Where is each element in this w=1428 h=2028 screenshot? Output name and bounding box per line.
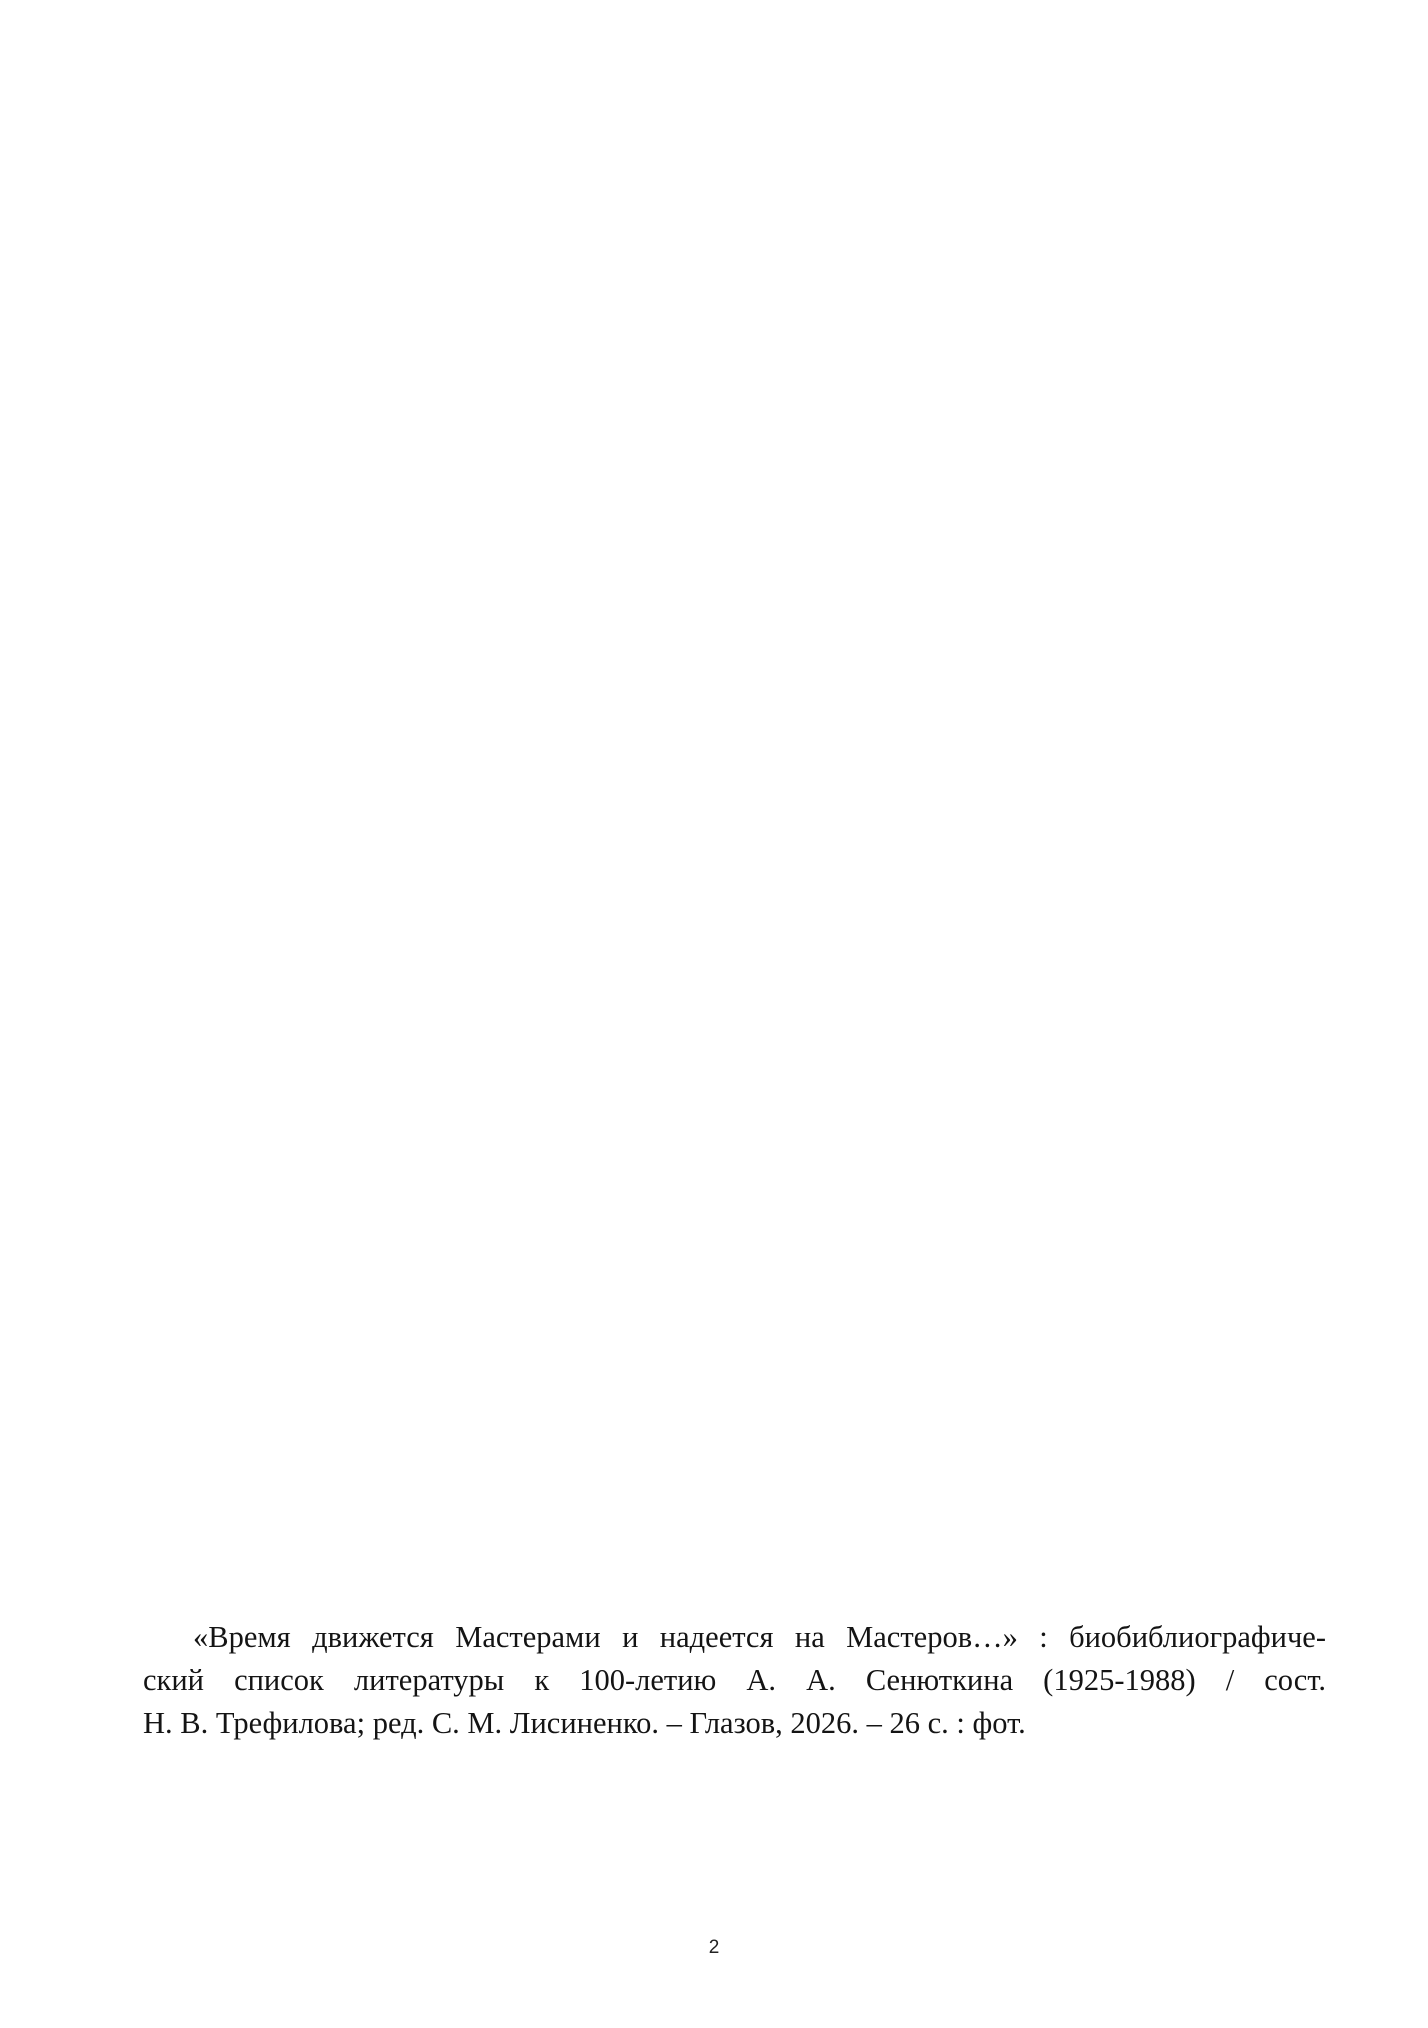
page-number: 2 bbox=[708, 1937, 720, 1958]
citation-line-1: «Время движется Мастерами и надеется на Мастеров…» : биобиблиографиче- bbox=[193, 1620, 1326, 1654]
bibliographic-citation bbox=[143, 1616, 1326, 1745]
citation-line-3: Н. В. Трефилова; ред. С. М. Лисиненко. – Глазов, 2026. – 26 с. : фот. bbox=[143, 1706, 1026, 1740]
citation-line-2: ский список литературы к 100-летию А. А. Сенюткина (1925-1988) / сост. bbox=[143, 1663, 1326, 1697]
